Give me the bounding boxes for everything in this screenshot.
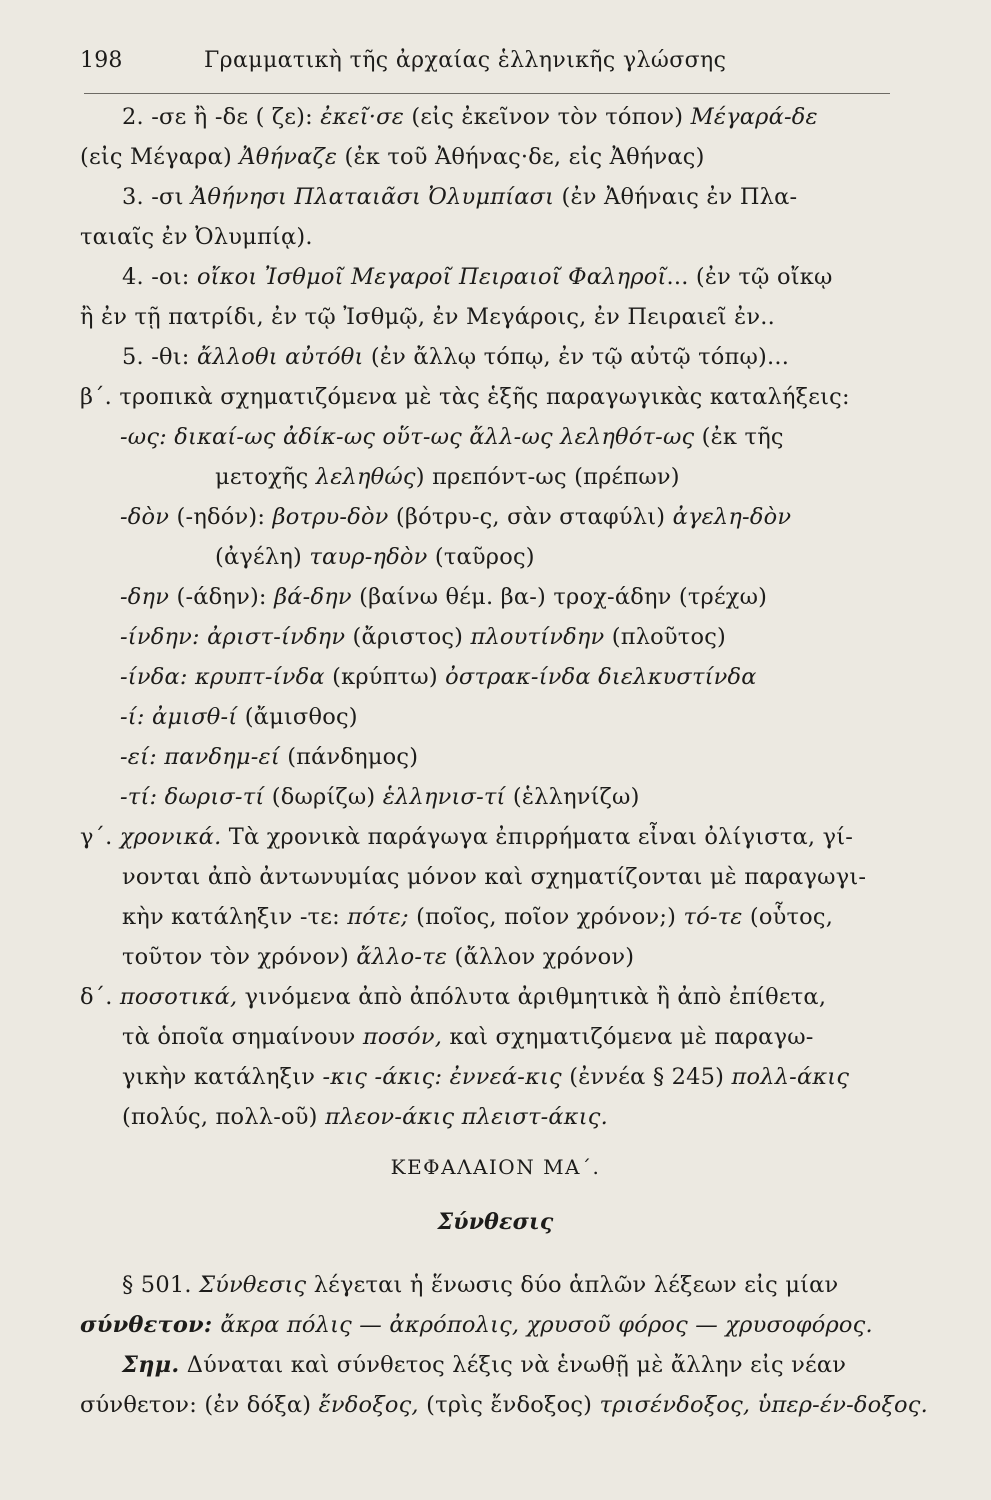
text-line [80,380,850,414]
text-line [122,860,866,894]
text-line [120,500,791,534]
text-segment: 4. -οι: [122,264,197,290]
text-segment: λέγεται ἡ ἕνωσις δύο ἁπλῶν λέξεων εἰς μίαν [306,1272,839,1298]
text-segment: τρισένδοξος, ὑπερ-έν-δοξος. [599,1392,928,1418]
text-segment: ἄλλο-τε [356,944,448,970]
text-segment: (κρύπτω) [324,664,446,690]
text-line [122,1268,838,1302]
text-line [80,140,705,174]
text-segment: ἔνδοξος, [318,1392,419,1418]
text-segment: (ποῖος, ποῖον χρόνον;) [408,904,684,930]
text-segment: ἄλλοθι αὐτόθι [196,344,364,370]
text-segment: ποσόν, [362,1024,443,1050]
text-segment: ταυρ-ηδὸν [309,544,428,570]
text-line [120,420,784,454]
text-segment: δικαί-ως ἀδίκ-ως οὕτ-ως ἄλλ-ως λεληθότ-ως [174,424,695,450]
text-segment: τὰ ὁποῖα σημαίνουν [122,1024,363,1050]
text-segment: σύνθετον: [80,1312,221,1338]
text-segment: ὀστρακ-ίνδα διελκυστίνδα [445,664,757,690]
page-header [80,48,890,88]
text-segment: (τρὶς ἔνδοξος) [418,1392,600,1418]
text-line [120,660,757,694]
chapter-subtitle: Σύνθεσις [437,1209,554,1235]
header-rule [84,93,890,94]
text-segment: γικὴν κατάληξιν [122,1064,323,1090]
text-line [215,540,535,574]
text-segment: 5. -θι: [122,344,197,370]
text-segment: ἀμισθ-ί [151,704,238,730]
text-segment: (εἰς Μέγαρα) [80,144,240,170]
text-segment: ἐκεῖ·σε [320,104,404,130]
text-segment: (ἄριστος) [345,624,471,650]
text-segment: πλουτίνδην [470,624,605,650]
text-segment: κὴν κατάληξιν -τε: [122,904,348,930]
text-segment: -ίνδην: [120,624,208,650]
text-segment: (βότρυ-ς, σὰν σταφύλι) [388,504,673,530]
text-segment: ἢ ἐν τῇ πατρίδι, ἐν τῷ Ἰσθμῷ, ἐν Μεγάροις, ἐν Πειραιεῖ ἐν.. [80,304,775,330]
chapter-heading: ΚΕΦΑΛΑΙΟΝ ΜΑ´. [390,1155,601,1179]
text-line [122,340,789,374]
text-segment: ἑλληνισ-τί [382,784,506,810]
text-line [122,1020,814,1054]
text-segment: (πάνδημος) [279,744,419,770]
text-segment: (ἐν ἄλλῳ τόπῳ, ἐν τῷ αὐτῷ τόπῳ)... [363,344,790,370]
text-line [80,1308,873,1342]
text-segment: (ἄμισθος) [237,704,358,730]
text-segment: δωρισ-τί [164,784,265,810]
text-segment: βοτρυ-δὸν [272,504,389,530]
text-segment: Σημ. [122,1352,180,1378]
text-line [120,580,767,614]
text-segment: κρυπτ-ίνδα [194,664,325,690]
text-segment: (ταῦρος) [427,544,535,570]
text-line [80,220,313,254]
text-segment: γ´. [80,824,120,850]
text-line [122,1100,608,1134]
text-segment: (ἐκ τοῦ Ἀθήνας·δε, εἰς Ἀθήνας) [337,144,705,170]
text-segment: (ἄλλον χρόνον) [447,944,635,970]
text-segment: -δὸν [120,504,170,530]
text-segment: -ί: [120,704,152,730]
text-line [80,1388,928,1422]
text-line [120,700,358,734]
text-segment: (οὗτος, [742,904,834,930]
text-segment: (ἀγέλη) [215,544,310,570]
text-segment: -κις -άκις: ἐννεά-κις [322,1064,562,1090]
text-segment: δ´. [80,984,120,1010]
text-line [120,780,640,814]
text-segment: γινόμενα ἀπὸ ἀπόλυτα ἀριθμητικὰ ἢ ἀπὸ ἐπίθετα, [237,984,827,1010]
text-segment: σύνθετον: (ἐν δόξα) [80,1392,319,1418]
text-segment: (πλοῦτος) [604,624,726,650]
text-segment: -εί: [120,744,165,770]
text-line [122,260,833,294]
text-line [122,900,833,934]
text-segment: βά-δην [274,584,352,610]
text-segment: ἀριστ-ίνδην [207,624,346,650]
text-segment: λεληθώς [315,464,416,490]
text-segment: ... (ἐν τῷ οἴκῳ [666,264,833,290]
text-segment: 2. -σε ἢ -δε ( ζε): [122,104,321,130]
text-segment: (-ηδόν): [169,504,273,530]
text-segment: 3. -σι [122,184,191,210]
text-line [120,740,418,774]
text-segment: χρονικά. [119,824,222,850]
text-segment: -ίνδα: [120,664,195,690]
text-line [120,620,726,654]
text-segment: τοῦτον τὸν χρόνον) [122,944,357,970]
text-line [80,300,775,334]
text-segment: (-άδην): [169,584,275,610]
text-segment: Ἀθήναζε [239,144,338,170]
text-line [122,100,818,134]
text-segment: πότε; [347,904,409,930]
text-segment: ταιαῖς ἐν Ὀλυμπίᾳ). [80,224,313,250]
text-segment: (δωρίζω) [264,784,383,810]
text-segment: πανδημ-εί [164,744,280,770]
text-segment: § 501. [122,1272,200,1298]
running-head: Γραμματικὴ τῆς ἀρχαίας ἑλληνικῆς γλώσσης [204,48,727,73]
text-segment: καὶ σχηματιζόμενα μὲ παραγω- [442,1024,814,1050]
text-segment: ) πρεπόντ-ως (πρέπων) [415,464,680,490]
text-segment: Δύναται καὶ σύνθετος λέξις νὰ ἑνωθῇ μὲ ἄλλην εἰς νέαν [179,1352,847,1378]
text-segment: (ἐν Ἀθήναις ἐν Πλα- [554,184,798,210]
text-segment: τό-τε [683,904,743,930]
text-segment: (πολύς, πολλ-οῦ) [122,1104,325,1130]
text-segment: (ἐννέα § 245) [561,1064,732,1090]
text-segment: νονται ἀπὸ ἀντωνυμίας μόνον καὶ σχηματίζονται μὲ παραγωγι- [122,864,867,890]
text-segment: Σύνθεσις [199,1272,307,1298]
text-segment: ποσοτικά, [119,984,238,1010]
text-segment: ἄκρα πόλις — ἀκρόπολις, χρυσοῦ φόρος — χρυσοφόρος. [220,1312,873,1338]
text-segment: (βαίνω θέμ. βα-) τροχ-άδην (τρέχω) [351,584,768,610]
text-segment: (εἰς ἐκεῖνον τὸν τόπον) [404,104,691,130]
text-line [215,460,680,494]
text-segment: -ως: [120,424,175,450]
page-number: 198 [80,48,123,73]
text-line [122,180,797,214]
text-segment: οἴκοι Ἰσθμοῖ Μεγαροῖ Πειραιοῖ Φαληροῖ [196,264,667,290]
text-line [122,1060,849,1094]
text-segment: πλεον-άκις πλειστ-άκις. [324,1104,608,1130]
text-segment: (ἐκ τῆς [694,424,784,450]
text-segment: ἀγελη-δὸν [672,504,792,530]
text-line [122,940,634,974]
text-segment: -τί: [120,784,165,810]
text-line [122,1348,846,1382]
text-segment: πολλ-άκις [731,1064,850,1090]
text-segment: β´. τροπικὰ σχηματιζόμενα μὲ τὰς ἑξῆς παραγωγικὰς καταλήξεις: [80,384,850,410]
text-segment: -δην [120,584,170,610]
text-segment: Ἀθήνησι Πλαταιᾶσι Ὀλυμπίασι [190,184,555,210]
text-line [80,980,826,1014]
text-segment: Τὰ χρονικὰ παράγωγα ἐπιρρήματα εἶναι ὀλίγιστα, γί- [221,824,854,850]
text-line [80,820,853,854]
text-segment: Μέγαρά-δε [690,104,818,130]
text-segment: μετοχῆς [215,464,316,490]
text-segment: (ἑλληνίζω) [505,784,640,810]
